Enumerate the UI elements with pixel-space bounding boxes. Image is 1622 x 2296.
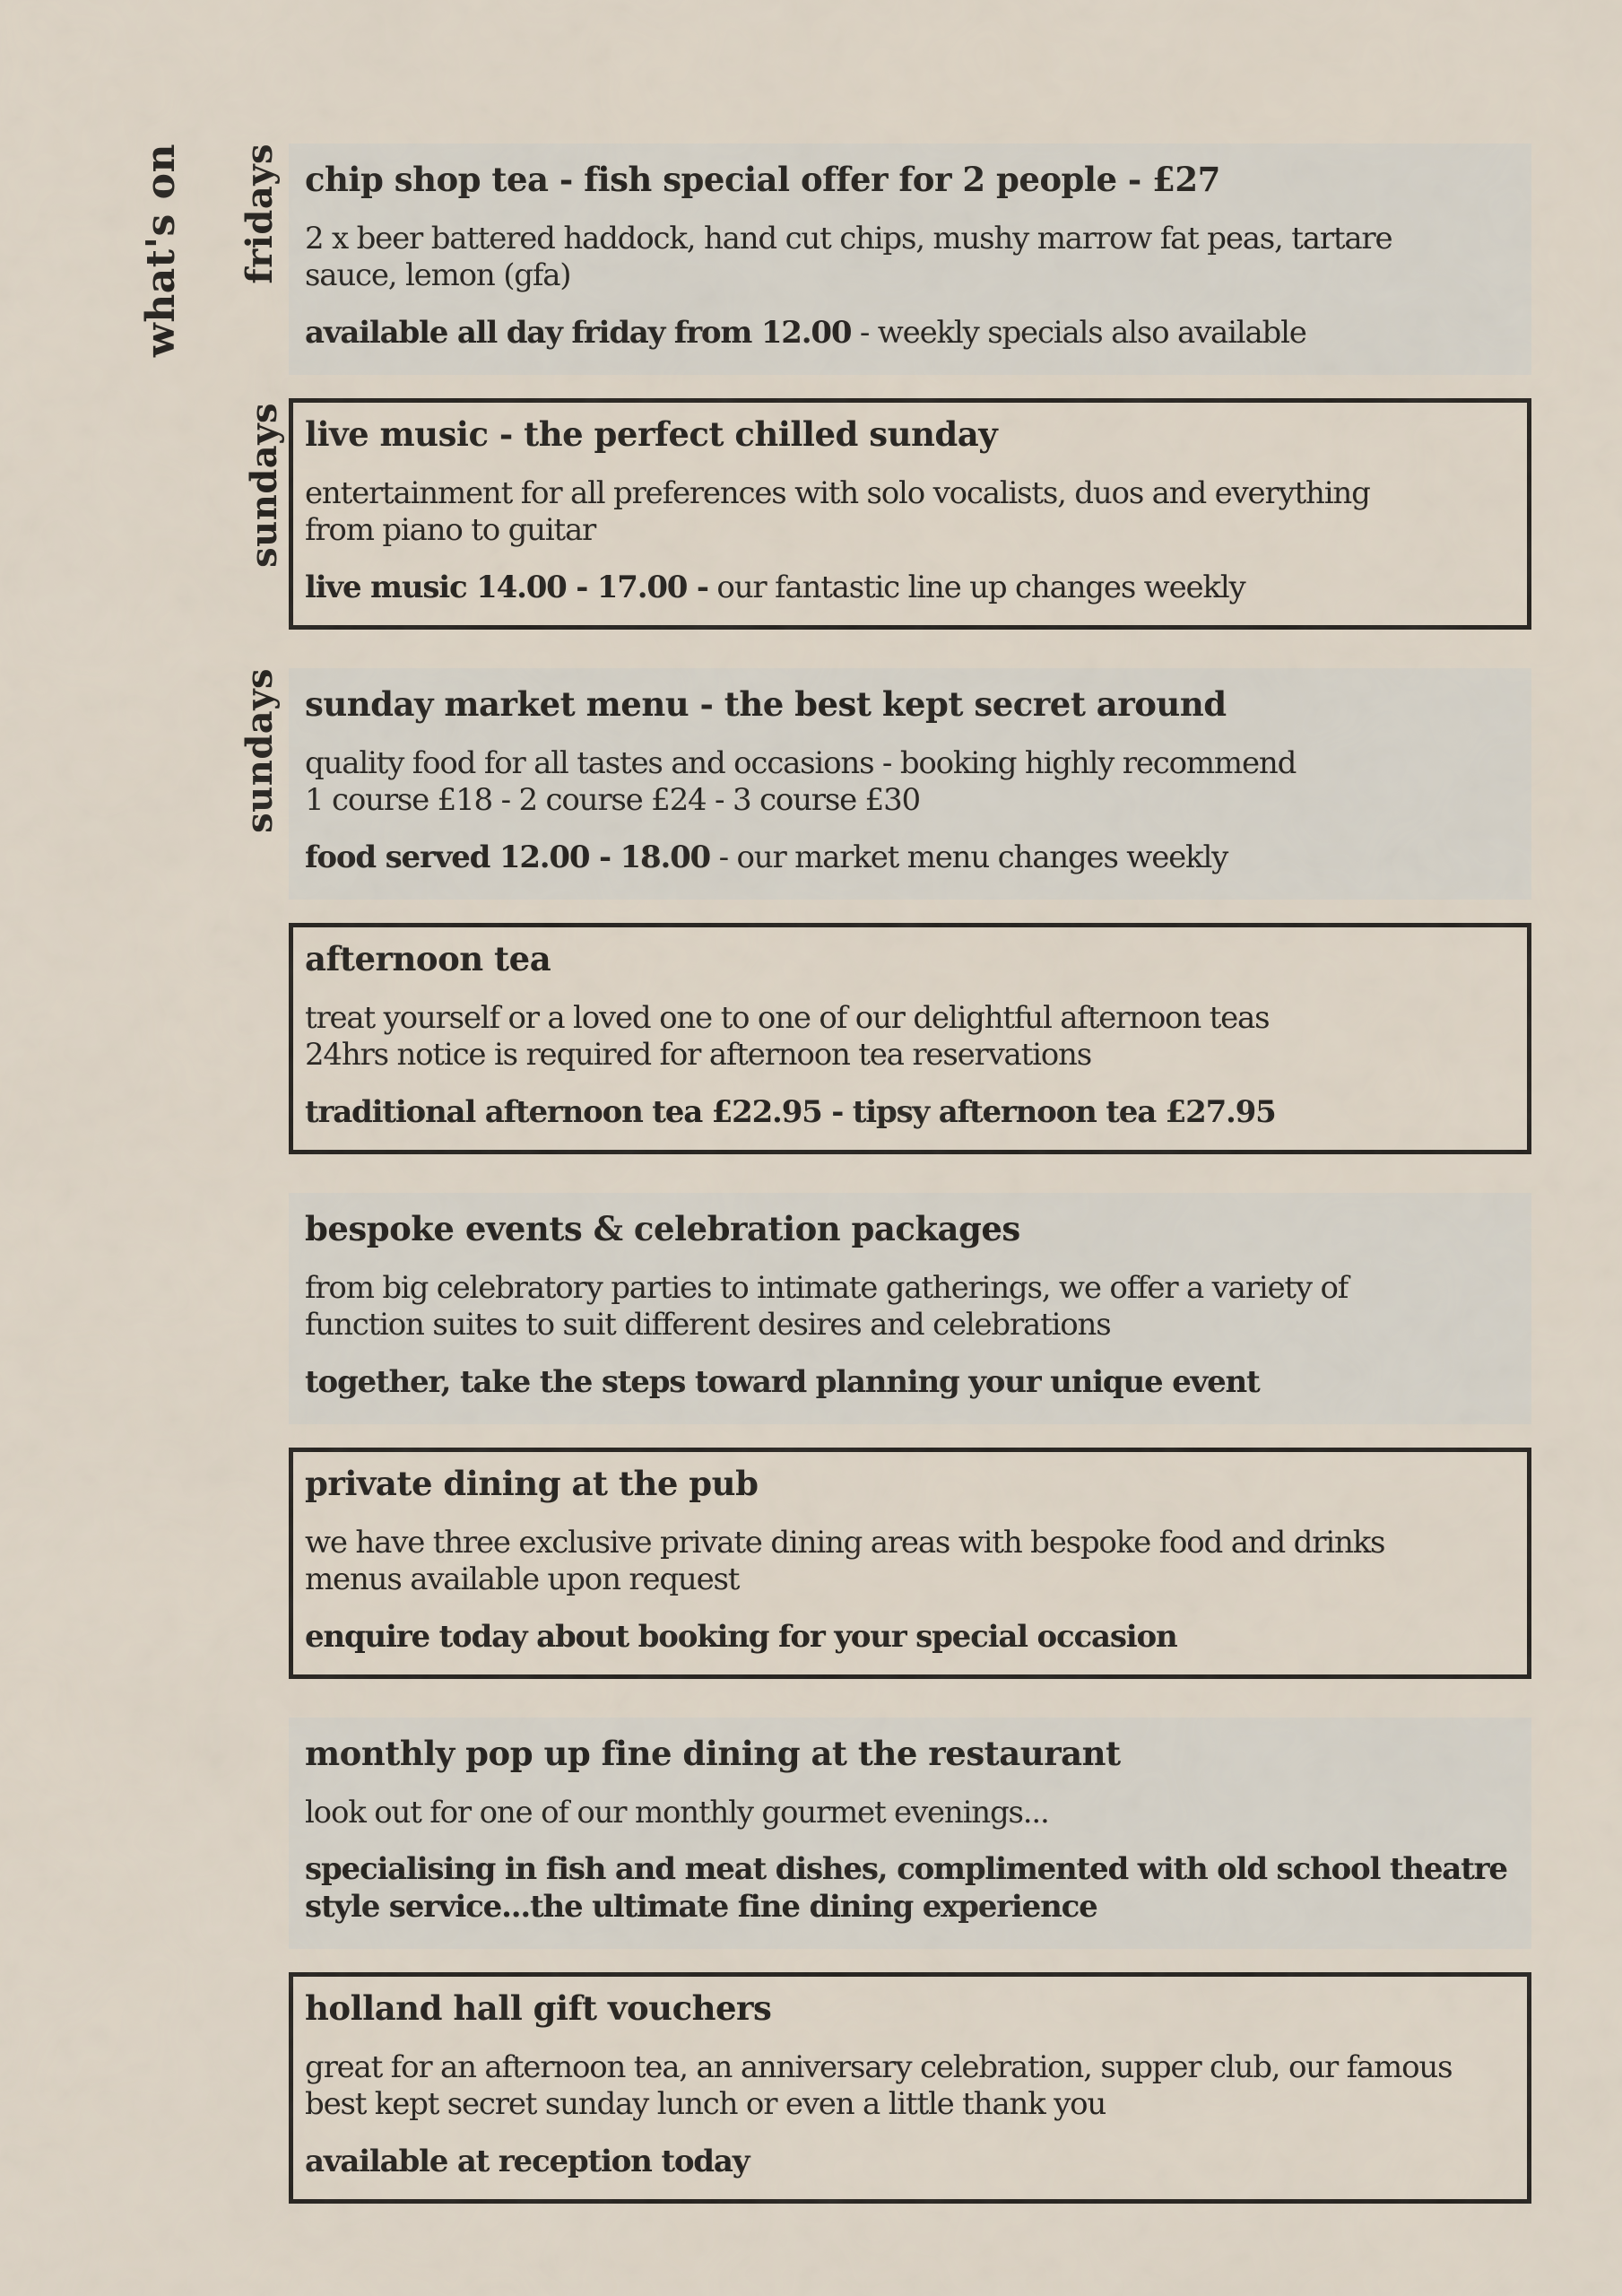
footer-bold-text: available all day friday from 12.00 [305, 314, 852, 351]
section-gift-vouchers [289, 1972, 1531, 2204]
sections [239, 144, 1531, 2204]
body-line: from big celebratory parties to intimate gatherings, we offer a variety of [305, 1269, 1349, 1306]
footer-line [305, 1889, 1501, 1926]
section-heading: bespoke events & celebration packages [305, 1209, 1020, 1248]
footer-bold-text: traditional afternoon tea £22.95 - tipsy afternoon tea £27.95 [305, 1093, 1276, 1130]
section-heading: monthly pop up fine dining at the restaurant [305, 1734, 1121, 1773]
footer-line [305, 1094, 1501, 1131]
body-line: 2 x beer battered haddock, hand cut chips, mushy marrow fat peas, tartare [305, 220, 1392, 257]
footer-bold-text: style service...the ultimate fine dining experience [305, 1888, 1097, 1925]
section-heading: live music - the perfect chilled sunday [305, 414, 998, 454]
section-footer [305, 1851, 1507, 1926]
section-body [305, 221, 1501, 295]
section-live-music [243, 398, 1531, 630]
section-body [305, 1000, 1501, 1074]
section-monthly-pop-up [289, 1718, 1531, 1949]
section-heading: private dining at the pub [305, 1464, 759, 1503]
section-body [305, 475, 1501, 550]
footer-bold-text: food served 12.00 - 18.00 [305, 839, 710, 875]
section-bespoke-events [289, 1193, 1531, 1424]
section-heading: sunday market menu - the best kept secret around [305, 684, 1227, 724]
body-line: 1 course £18 - 2 course £24 - 3 course £30 [305, 782, 920, 819]
section-heading: holland hall gift vouchers [305, 1988, 772, 2028]
footer-line [305, 1851, 1507, 1888]
body-line: we have three exclusive private dining areas with bespoke food and drinks [305, 1524, 1385, 1561]
section-body [305, 745, 1501, 820]
body-line: menus available upon request [305, 1561, 740, 1598]
footer-line [305, 570, 1501, 606]
footer-bold-text: available at reception today [305, 2143, 750, 2179]
side-label: fridays [239, 144, 281, 284]
side-label: sundays [243, 403, 285, 568]
body-line: great for an afternoon tea, an anniversary celebration, supper club, our famous [305, 2048, 1453, 2085]
section-footer [305, 1094, 1501, 1131]
section-body [305, 1795, 1501, 1831]
footer-bold-text: together, take the steps toward planning your unique event [305, 1363, 1260, 1400]
body-line: sauce, lemon (gfa) [305, 257, 571, 294]
body-line: function suites to suit different desires and celebrations [305, 1307, 1111, 1344]
section-footer [305, 1364, 1501, 1401]
footer-line [305, 315, 1501, 352]
footer-bold-text: live music 14.00 - 17.00 - [305, 569, 708, 605]
section-sunday-market-menu [239, 668, 1531, 900]
body-line: quality food for all tastes and occasions - booking highly recommend [305, 744, 1297, 781]
body-line: from piano to guitar [305, 512, 596, 549]
footer-regular-text: our fantastic line up changes weekly [707, 569, 1245, 605]
section-private-dining [289, 1448, 1531, 1679]
section-footer [305, 2144, 1501, 2180]
footer-line [305, 1619, 1501, 1656]
body-line: 24hrs notice is required for afternoon tea reservations [305, 1037, 1091, 1074]
section-heading: chip shop tea - fish special offer for 2 people - £27 [305, 160, 1220, 199]
footer-line [305, 839, 1501, 876]
footer-bold-text: specialising in fish and meat dishes, complimented with old school theatre [305, 1851, 1507, 1888]
section-body [305, 1270, 1501, 1344]
side-label: sundays [239, 668, 281, 833]
section-footer [305, 570, 1501, 606]
section-footer [305, 839, 1501, 876]
section-chip-shop-tea [239, 144, 1531, 375]
body-line: treat yourself or a loved one to one of our delightful afternoon teas [305, 999, 1270, 1036]
footer-regular-text: - our market menu changes weekly [710, 839, 1228, 875]
footer-regular-text: - weekly specials also available [851, 314, 1306, 351]
whats-on-label: what's on [138, 144, 184, 358]
body-line: best kept secret sunday lunch or even a little thank you [305, 2086, 1106, 2123]
content-column [138, 144, 1531, 2242]
section-footer [305, 315, 1501, 352]
body-line: entertainment for all preferences with solo vocalists, duos and everything [305, 474, 1370, 511]
body-line: look out for one of our monthly gourmet evenings... [305, 1794, 1049, 1831]
footer-line [305, 1364, 1501, 1401]
footer-bold-text: enquire today about booking for your special occasion [305, 1618, 1177, 1655]
footer-line [305, 2144, 1501, 2180]
section-footer [305, 1619, 1501, 1656]
section-body [305, 2049, 1501, 2124]
section-body [305, 1525, 1501, 1599]
section-afternoon-tea [289, 923, 1531, 1154]
section-heading: afternoon tea [305, 939, 551, 978]
